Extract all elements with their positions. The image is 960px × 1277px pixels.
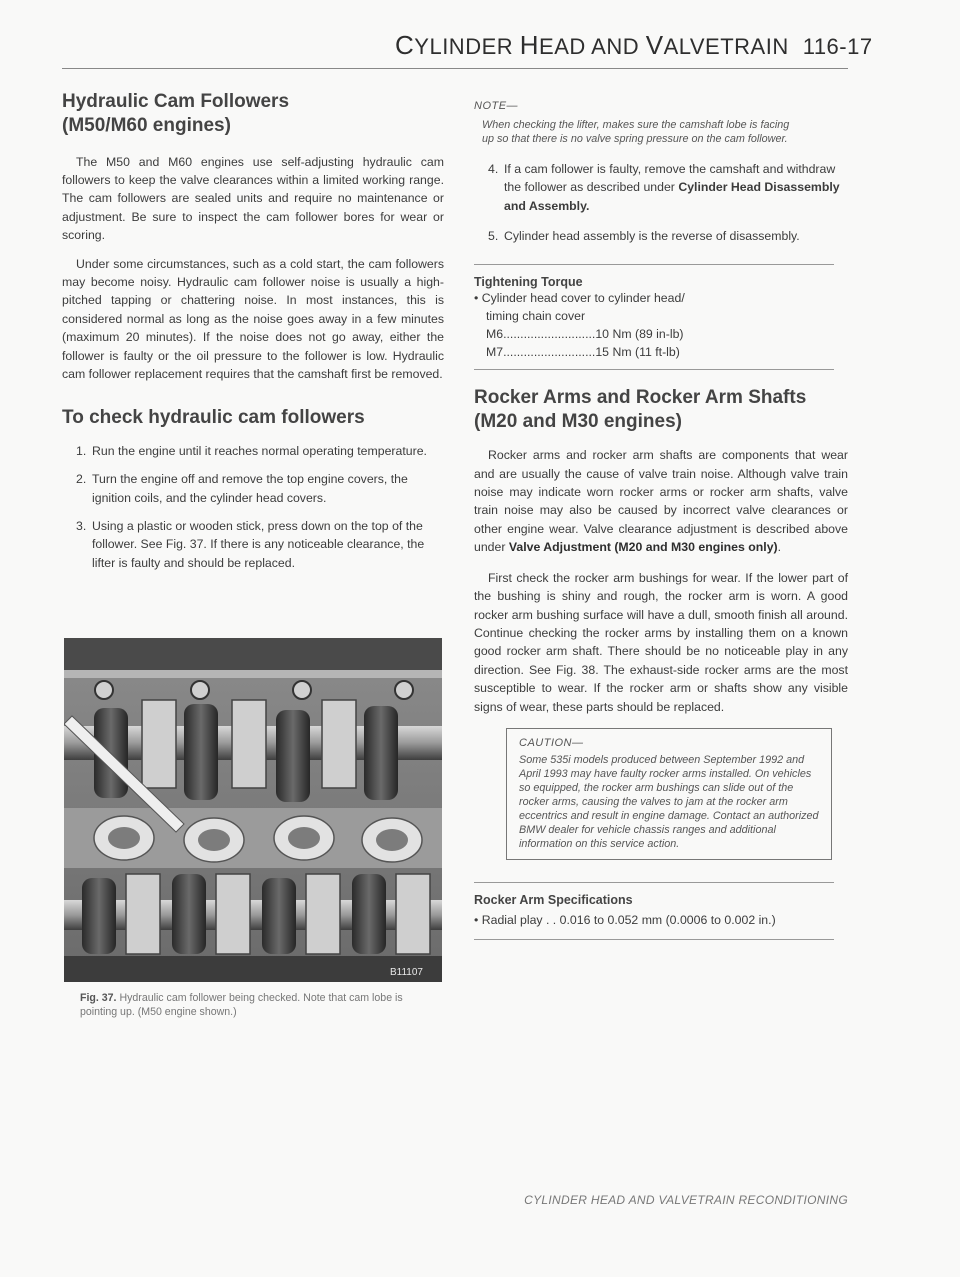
step-number: 1. [76,443,87,458]
torque-title: Tightening Torque [474,274,583,289]
figure-code: B11107 [390,967,423,978]
torque-m7-label: M7 [486,344,504,359]
step-number: 4. [488,162,499,176]
step-reference: Cylinder Head Disassembly and Assembly. [504,180,840,213]
caution-box [506,728,832,860]
title-line: Hydraulic Cam Followers [62,91,290,112]
step-item [62,517,444,572]
spec-item: • Radial play . . 0.016 to 0.052 mm (0.0006 to 0.002 in.) [474,912,776,927]
step-item [474,227,848,245]
step-text: Turn the engine off and remove the top engine covers, the ignition coils, and the cylinder head covers. [92,472,408,505]
paragraph-rocker-intro [474,446,848,556]
running-header [395,30,873,61]
leader-dots: ........................... [503,326,596,341]
section-title-hydraulic-cam-followers [62,90,444,139]
header-initial: V [645,30,664,60]
engine-photo-illustration [64,638,442,982]
torque-m7-row [474,343,848,361]
step-item [474,160,848,215]
running-footer: CYLINDER HEAD AND VALVETRAIN RECONDITIONING [524,1193,848,1207]
torque-m6-value: 10 Nm (89 in-lb) [595,326,684,341]
header-rule [62,68,848,69]
paragraph-hydraulic-intro: The M50 and M60 engines use self-adjusting hydraulic cam followers to keep the valve clearances within a limited working range. The cam followers are sealed units and require no maintenance or adjustment. Be sure to inspect the cam follower bores for wear or scoring. [62,154,444,243]
continued-steps-list [474,160,848,246]
torque-m7-value: 15 Nm (11 ft-lb) [595,344,680,359]
step-text: Cylinder head assembly is the reverse of disassembly. [504,229,800,244]
left-column [62,90,444,572]
step-text: If a cam follower is faulty, remove the camshaft and withdraw the follower as described under [504,162,836,195]
torque-item: • Cylinder head cover to cylinder head/ [474,290,685,305]
step-number: 2. [76,472,87,487]
step-item [62,470,444,507]
paragraph-hydraulic-noise: Under some circumstances, such as a cold start, the cam followers may become noisy. Hydraulic cam follower noise is usually a high-pitched tapping or chattering noise. In most instances, this is considered normal as long as the noise goes away in a few minutes (maximum 20 minutes). If the noise does not go away, either the follower is faulty or the oil pressure to the follower is low. Hydraulic cam follower replacement requires that the camshaft first be removed. [62,256,444,382]
paragraph-rocker-check: First check the rocker arm bushings for wear. If the lower part of the bushing is shiny and rough, the rocker arm is worn. A good rocker arm bushing surface will have a dull, smooth finish all around. Continue checking the rocker arms by installing them on a known good rocker arm shaft. There should be no noticeable play in any direction. See Fig. 38. The exhaust-side rocker arms are the most susceptible to wear. If the rocker arm or shafts show any visible signs of wear, these parts should be replaced. [474,570,848,714]
step-number: 5. [488,229,499,244]
header-word: YLINDER [414,34,520,59]
caption-label: Fig. 37. [80,992,117,1004]
step-number: 3. [76,519,87,534]
torque-m6-label: M6 [486,326,504,341]
para-reference: Valve Adjustment (M20 and M30 engines only) [508,540,778,555]
step-item [62,442,444,460]
section-title-rocker-arms [474,386,848,435]
title-line: (M20 and M30 engines) [474,410,682,432]
right-column [474,100,848,940]
caution-label: CAUTION— [519,736,584,749]
header-word: EAD AND [539,34,646,59]
header-initial: H [519,30,540,60]
page-number: 116-17 [802,34,873,59]
note-label: NOTE— [474,100,519,112]
figure-37-photo [64,638,442,982]
para-text: Rocker arms and rocker arm shafts are components that wear and are usually the cause of valve train noise. Although valve train noise may indicate worn rocker arms or rocker arm shafts, valve train noise may also be caused by incorrect valve clearances or other engine wear. Valve clearance adjustment is described above under [474,448,848,555]
caution-text: Some 535i models produced between September 1992 and April 1993 may have faulty rocker arms installed. On vehicles so equipped, the rocker arm bushings can slide out of the rocker arms, causing the valves to jam at the rocker arm eccentrics and result in engine damage. Contact an authorized BMW dealer for vehicle chassis ranges and additional information on this service action. [519,753,819,850]
para-end: . [777,540,782,555]
spec-title: Rocker Arm Specifications [474,892,633,907]
torque-m6-row [474,325,848,343]
title-line: (M50/M60 engines) [62,115,231,137]
figure-37-caption [80,991,442,1019]
header-initial: C [395,30,415,60]
step-text: Using a plastic or wooden stick, press down on the top of the follower. See Fig. 37. If there is any noticeable clearance, the lifter is faulty and should be replaced. [92,519,425,570]
torque-item-cont: timing chain cover [486,308,586,323]
caption-text: Hydraulic cam follower being checked. Note that cam lobe is pointing up. (M50 engine shown.) [80,992,403,1018]
spec-rule-bottom [474,939,834,940]
check-steps-list [62,442,444,572]
header-word: ALVETRAIN [663,34,789,59]
leader-dots: ........................... [503,344,596,359]
note-text: When checking the lifter, makes sure the camshaft lobe is facing up so that there is no valve spring pressure on the cam follower. [482,119,790,145]
title-line: Rocker Arms and Rocker Arm Shafts [474,386,807,408]
step-text: Run the engine until it reaches normal operating temperature. [92,443,427,458]
section-title-check-followers: To check hydraulic cam followers [62,406,365,428]
